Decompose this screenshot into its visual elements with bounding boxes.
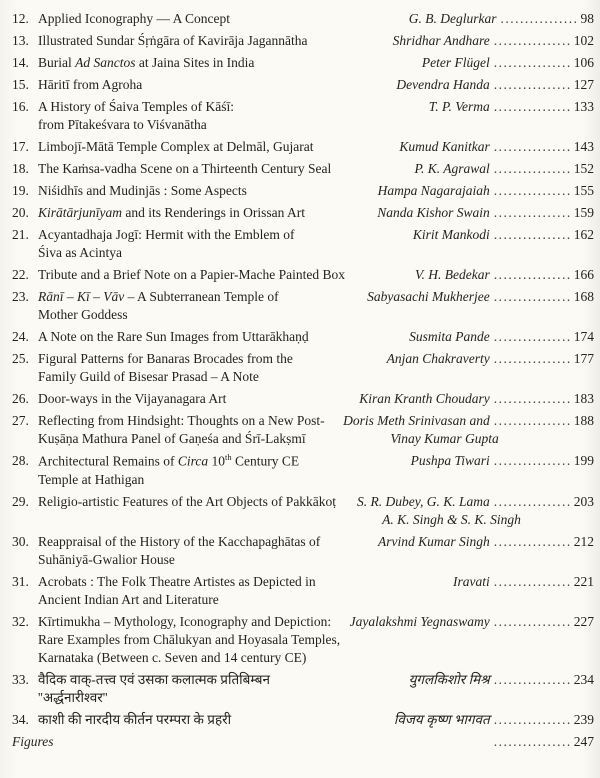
- entry-number: 23.: [12, 289, 29, 304]
- toc-entry: [12, 182, 594, 200]
- leader-dots: ................: [500, 11, 579, 26]
- title-segment: Acrobats : The Folk Theatre Artistes as Depicted in: [38, 573, 316, 589]
- entry-number: 18.: [12, 161, 29, 176]
- toc-entry: [12, 138, 594, 156]
- ref-line: [422, 54, 594, 72]
- leader-dots: ................: [493, 33, 572, 48]
- ref-line: [343, 412, 594, 430]
- title-segment: Karnataka (Between c. Seven and 14 century CE): [38, 649, 307, 665]
- title-segment: Tribute and a Brief Note on a Papier-Mache Painted Box: [38, 267, 346, 282]
- title-line: [38, 711, 390, 729]
- title-line: [12, 733, 486, 751]
- leader-dots: ................: [493, 329, 572, 344]
- entry-number: 32.: [12, 613, 29, 629]
- entry-author: Doris Meth Srinivasan and: [343, 413, 490, 428]
- ref-line: [414, 160, 594, 178]
- entry-title: [38, 671, 409, 707]
- entry-number: 22.: [12, 267, 29, 282]
- title-segment: Century CE: [231, 453, 300, 469]
- entry-author: Sabyasachi Mukherjee: [367, 289, 490, 304]
- entry-title: [38, 204, 377, 222]
- ref-line: [415, 266, 594, 284]
- page-number: 106: [573, 55, 594, 70]
- title-segment: – A Subterranean Temple of: [124, 289, 279, 304]
- ref-line: [429, 98, 594, 116]
- entry-number: 28.: [12, 453, 29, 468]
- title-segment: Limbojī-Mātā Temple Complex at Delmāl, Gujarat: [38, 139, 314, 154]
- title-segment: ''अर्द्धनारीश्वर'': [38, 689, 108, 705]
- page-number: 159: [573, 205, 594, 220]
- title-line: [38, 350, 383, 368]
- title-segment: काशी की नारदीय कीर्तन परम्परा के प्रहरी: [38, 711, 232, 727]
- entry-ref: [378, 182, 594, 200]
- title-segment: Temple at Hathigan: [38, 471, 145, 487]
- title-segment: Family Guild of Bisesar Prasad – A Note: [38, 369, 259, 384]
- entry-ref: [409, 10, 594, 28]
- page-number: 239: [573, 711, 594, 727]
- page-number: 174: [573, 329, 594, 344]
- leader-dots: ................: [493, 391, 572, 406]
- title-segment: Figures: [12, 733, 54, 749]
- entry-title: [38, 10, 409, 28]
- page-number: 221: [573, 573, 594, 589]
- title-line: [38, 573, 449, 591]
- title-segment: Religio-artistic Features of the Art Objects of Pakkākoṭ: [38, 493, 337, 509]
- page-number: 98: [580, 11, 594, 26]
- title-segment: th: [224, 452, 232, 462]
- title-segment: Figural Patterns for Banaras Brocades from the: [38, 351, 293, 366]
- toc-entry: [12, 204, 594, 222]
- page-number: 133: [573, 99, 594, 114]
- title-segment: Suhāniyā-Gwalior House: [38, 551, 175, 567]
- leader-dots: ................: [493, 413, 572, 428]
- entry-author: Pushpa Tiwari: [410, 453, 490, 468]
- entry-title: [38, 182, 378, 200]
- ref-line: [409, 10, 594, 28]
- title-segment: Kīrtimukha – Mythology, Iconography and Depiction:: [38, 613, 332, 629]
- title-line: [38, 76, 392, 94]
- page-number: 166: [573, 267, 594, 282]
- title-segment: Kirātārjunīyam: [38, 205, 123, 220]
- entry-author: Iravati: [453, 573, 490, 589]
- entry-author: V. H. Bedekar: [415, 267, 490, 282]
- page-number: 152: [573, 161, 594, 176]
- ref-line: [409, 671, 594, 689]
- title-line: [38, 551, 374, 569]
- entry-ref: [399, 138, 594, 156]
- title-line: [38, 54, 418, 72]
- toc-entry: [12, 390, 594, 408]
- toc-entry: [12, 160, 594, 178]
- title-line: [38, 98, 425, 116]
- entry-title: [38, 613, 350, 667]
- entry-title: [38, 288, 367, 324]
- entry-author: Peter Flügel: [421, 55, 490, 70]
- toc-entry: [12, 671, 594, 707]
- entry-author: Kirit Mankodi: [412, 227, 490, 242]
- ref-line: [378, 182, 594, 200]
- entry-ref: [411, 452, 594, 470]
- entry-title: [38, 32, 393, 50]
- title-segment: Mother Goddess: [38, 307, 128, 322]
- entry-ref: [396, 76, 594, 94]
- title-segment: Illustrated Sundar Śṛṅgāra of Kavirāja Jagannātha: [38, 33, 308, 48]
- toc-entry: [12, 412, 594, 448]
- title-segment: वैदिक वाक्-तत्त्व एवं उसका कलात्मक प्रतिबिम्बन: [38, 671, 270, 687]
- title-segment: Door-ways in the Vijayanagara Art: [38, 391, 227, 406]
- entry-number: 30.: [12, 533, 29, 549]
- entry-ref: [357, 493, 594, 529]
- toc-entry: [12, 98, 594, 134]
- ref-line: [350, 613, 594, 631]
- title-line: [38, 471, 407, 489]
- entry-author: Devendra Handa: [396, 77, 490, 92]
- title-segment: 10: [208, 453, 225, 469]
- toc-entry: [12, 493, 594, 529]
- title-line: [38, 306, 363, 324]
- entry-ref: [343, 412, 594, 448]
- title-line: [38, 182, 374, 200]
- toc-entry: [12, 711, 594, 729]
- entry-number: 26.: [12, 391, 29, 406]
- title-line: [38, 116, 425, 134]
- leader-dots: ................: [493, 205, 572, 220]
- entry-number: 17.: [12, 139, 29, 154]
- ref-line: [359, 390, 594, 408]
- title-segment: Ad Sanctos: [75, 55, 136, 70]
- leader-dots: ................: [493, 493, 572, 509]
- leader-dots: ................: [493, 671, 572, 687]
- entry-author: Nanda Kishor Swain: [377, 205, 490, 220]
- toc-entry: [12, 76, 594, 94]
- toc-entry: [12, 328, 594, 346]
- leader-dots: ................: [493, 183, 572, 198]
- entry-author: T. P. Verma: [428, 99, 490, 114]
- entry-ref: [409, 328, 594, 346]
- entry-title: [12, 733, 490, 751]
- title-segment: at Jaina Sites in India: [135, 55, 255, 70]
- entry-ref: [453, 573, 594, 591]
- title-segment: Applied Iconography — A Concept: [38, 11, 230, 26]
- page-number: 127: [573, 77, 594, 92]
- entry-author: Arvind Kumar Singh: [377, 533, 490, 549]
- entry-title: [38, 711, 394, 729]
- title-line: [38, 412, 339, 430]
- page-number: 102: [573, 33, 594, 48]
- ref-line: [393, 32, 594, 50]
- toc-entry: [12, 288, 594, 324]
- title-line: [38, 631, 346, 649]
- ref-line: [453, 573, 594, 591]
- entry-number: 13.: [12, 33, 29, 48]
- title-segment: Reappraisal of the History of the Kacchapaghātas of: [38, 533, 321, 549]
- ref-line: [490, 733, 594, 751]
- title-segment: Acyantadhaja Jogī: Hermit with the Emblem of: [38, 227, 295, 242]
- title-line: [38, 288, 363, 306]
- ref-line: [377, 204, 594, 222]
- entry-ref: [378, 533, 594, 551]
- page-number: 155: [573, 183, 594, 198]
- entry-title: [38, 76, 396, 94]
- title-line: [38, 591, 449, 609]
- entry-ref: [359, 390, 594, 408]
- entry-author: S. R. Dubey, G. K. Lama: [357, 493, 490, 509]
- toc-entry: [12, 533, 594, 569]
- entry-author: Anjan Chakraverty: [386, 351, 490, 366]
- entry-number: 16.: [12, 99, 29, 114]
- ref-line: [411, 452, 594, 470]
- title-line: [38, 368, 383, 386]
- entry-ref: [429, 98, 594, 116]
- entry-author: Susmita Pande: [409, 329, 490, 344]
- entry-title: [38, 160, 414, 178]
- toc-entry: [12, 32, 594, 50]
- title-segment: Rare Examples from Chālukyan and Hoyasala Temples,: [38, 631, 341, 647]
- toc-entry: [12, 573, 594, 609]
- title-line: [38, 244, 409, 262]
- title-segment: Śiva as Acintya: [38, 245, 122, 260]
- title-line: [38, 266, 411, 284]
- entry-number: 15.: [12, 77, 29, 92]
- entry-author-cont: Vinay Kumar Gupta: [390, 431, 499, 446]
- title-segment: Kuṣāṇa Mathura Panel of Gaṇeśa and Śrī-Lakṣmī: [38, 431, 306, 446]
- title-line: [38, 671, 405, 689]
- entry-ref: [387, 350, 594, 368]
- title-line: [38, 452, 407, 471]
- title-line: [38, 204, 373, 222]
- entry-title: [38, 452, 411, 489]
- entry-number: 20.: [12, 205, 29, 220]
- entry-number: 12.: [12, 11, 29, 26]
- entry-number: 21.: [12, 227, 29, 242]
- title-line: [38, 533, 374, 551]
- title-line: [38, 160, 410, 178]
- page-number: 168: [573, 289, 594, 304]
- page-number: 162: [573, 227, 594, 242]
- entry-ref: [394, 711, 594, 729]
- title-segment: Hāritī from Agroha: [38, 77, 143, 92]
- entry-number: 31.: [12, 573, 29, 589]
- page-number: 227: [573, 613, 594, 629]
- leader-dots: ................: [493, 613, 572, 629]
- leader-dots: ................: [493, 99, 572, 114]
- page-number: 183: [573, 391, 594, 406]
- page-number: 203: [573, 493, 594, 509]
- entry-title: [38, 328, 409, 346]
- title-line: [38, 32, 389, 50]
- leader-dots: ................: [493, 161, 572, 176]
- leader-dots: ................: [493, 139, 572, 154]
- entry-title: [38, 390, 359, 408]
- title-segment: Niśidhīs and Mudinjās : Some Aspects: [38, 183, 247, 198]
- ref-line: [378, 533, 594, 551]
- page-number: 143: [573, 139, 594, 154]
- page-number: 177: [573, 351, 594, 366]
- entry-title: [38, 138, 399, 156]
- entry-ref: [350, 613, 594, 631]
- entry-title: [38, 350, 387, 386]
- leader-dots: ................: [493, 77, 572, 92]
- entry-title: [38, 226, 413, 262]
- ref-line: [394, 711, 594, 729]
- entry-title: [38, 493, 357, 511]
- title-segment: Burial: [38, 55, 76, 70]
- title-segment: Rānī – Kī – Vāv: [38, 289, 125, 304]
- entry-author: G. B. Deglurkar: [408, 11, 497, 26]
- ref-line: [387, 350, 594, 368]
- title-line: [38, 328, 405, 346]
- entry-ref: [414, 160, 594, 178]
- ref-line: [357, 493, 594, 511]
- page-number: 188: [573, 413, 594, 428]
- entry-title: [38, 54, 422, 72]
- page-number: 247: [573, 733, 594, 749]
- title-segment: A History of Śaiva Temples of Kāśī:: [38, 99, 235, 114]
- ref-line: [409, 328, 594, 346]
- title-segment: and its Renderings in Orissan Art: [122, 205, 305, 220]
- entry-author: Jayalakshmi Yegnaswamy: [349, 613, 490, 629]
- title-line: [38, 689, 405, 707]
- leader-dots: ................: [493, 227, 572, 242]
- ref-line: [413, 226, 594, 244]
- title-line: [38, 10, 405, 28]
- ref-line: [367, 288, 594, 306]
- entry-author: P. K. Agrawal: [414, 161, 490, 176]
- entry-title: [38, 98, 429, 134]
- toc-entry: [12, 10, 594, 28]
- entry-author: Hampa Nagarajaiah: [377, 183, 490, 198]
- entry-ref: [415, 266, 594, 284]
- title-segment: Reflecting from Hindsight: Thoughts on a New Post-: [38, 413, 325, 428]
- title-line: [38, 390, 355, 408]
- entry-number: 33.: [12, 671, 29, 687]
- leader-dots: ................: [493, 711, 572, 727]
- title-segment: Architectural Remains of: [38, 453, 178, 469]
- leader-dots: ................: [493, 55, 572, 70]
- title-line: [38, 138, 395, 156]
- title-line: [38, 226, 409, 244]
- entry-author: Kumud Kanitkar: [399, 139, 490, 154]
- title-segment: The Kaṁsa-vadha Scene on a Thirteenth Century Seal: [38, 161, 332, 176]
- entry-author: Shridhar Andhare: [392, 33, 490, 48]
- toc-entry: [12, 733, 594, 751]
- page-number: 234: [573, 671, 594, 687]
- entry-ref: [490, 733, 594, 751]
- entry-title: [38, 266, 415, 284]
- toc-entry: [12, 452, 594, 489]
- title-segment: from Pītakeśvara to Viśvanātha: [38, 117, 207, 132]
- entry-ref: [367, 288, 594, 306]
- title-segment: Ancient Indian Art and Literature: [38, 591, 219, 607]
- entry-number: 27.: [12, 413, 29, 428]
- leader-dots: ................: [493, 453, 572, 468]
- entry-number: 29.: [12, 493, 29, 509]
- entry-author: Kiran Kranth Choudary: [359, 391, 490, 406]
- leader-dots: ................: [493, 733, 572, 749]
- toc-entry: [12, 350, 594, 386]
- ref-line: [396, 76, 594, 94]
- title-line: [38, 493, 353, 511]
- entry-author: युगलकिशोर मिश्र: [408, 671, 490, 687]
- entry-number: 24.: [12, 329, 29, 344]
- entry-author: विजय कृष्ण भागवत: [393, 711, 490, 727]
- title-line: [38, 649, 346, 667]
- entry-number: 34.: [12, 711, 29, 727]
- toc-entry: [12, 613, 594, 667]
- entry-number: 19.: [12, 183, 29, 198]
- toc-entry: [12, 54, 594, 72]
- entry-title: [38, 412, 343, 448]
- toc-list: [12, 10, 594, 751]
- entry-number: 14.: [12, 55, 29, 70]
- entry-ref: [422, 54, 594, 72]
- page-number: 212: [573, 533, 594, 549]
- ref-line: [399, 138, 594, 156]
- page-number: 199: [573, 453, 594, 468]
- entry-ref: [409, 671, 594, 689]
- title-line: [38, 613, 346, 631]
- title-line: [38, 430, 339, 448]
- toc-entry: [12, 266, 594, 284]
- leader-dots: ................: [493, 533, 572, 549]
- leader-dots: ................: [493, 289, 572, 304]
- leader-dots: ................: [493, 267, 572, 282]
- entry-number: 25.: [12, 351, 29, 366]
- entry-ref: [413, 226, 594, 244]
- leader-dots: ................: [493, 351, 572, 366]
- entry-title: [38, 573, 453, 609]
- toc-entry: [12, 226, 594, 262]
- leader-dots: ................: [493, 573, 572, 589]
- entry-title: [38, 533, 378, 569]
- title-segment: A Note on the Rare Sun Images from Uttarākhaṇḍ: [38, 329, 309, 344]
- entry-ref: [377, 204, 594, 222]
- title-segment: Circa: [177, 453, 209, 469]
- entry-author-cont: A. K. Singh & S. K. Singh: [382, 511, 521, 527]
- entry-ref: [393, 32, 594, 50]
